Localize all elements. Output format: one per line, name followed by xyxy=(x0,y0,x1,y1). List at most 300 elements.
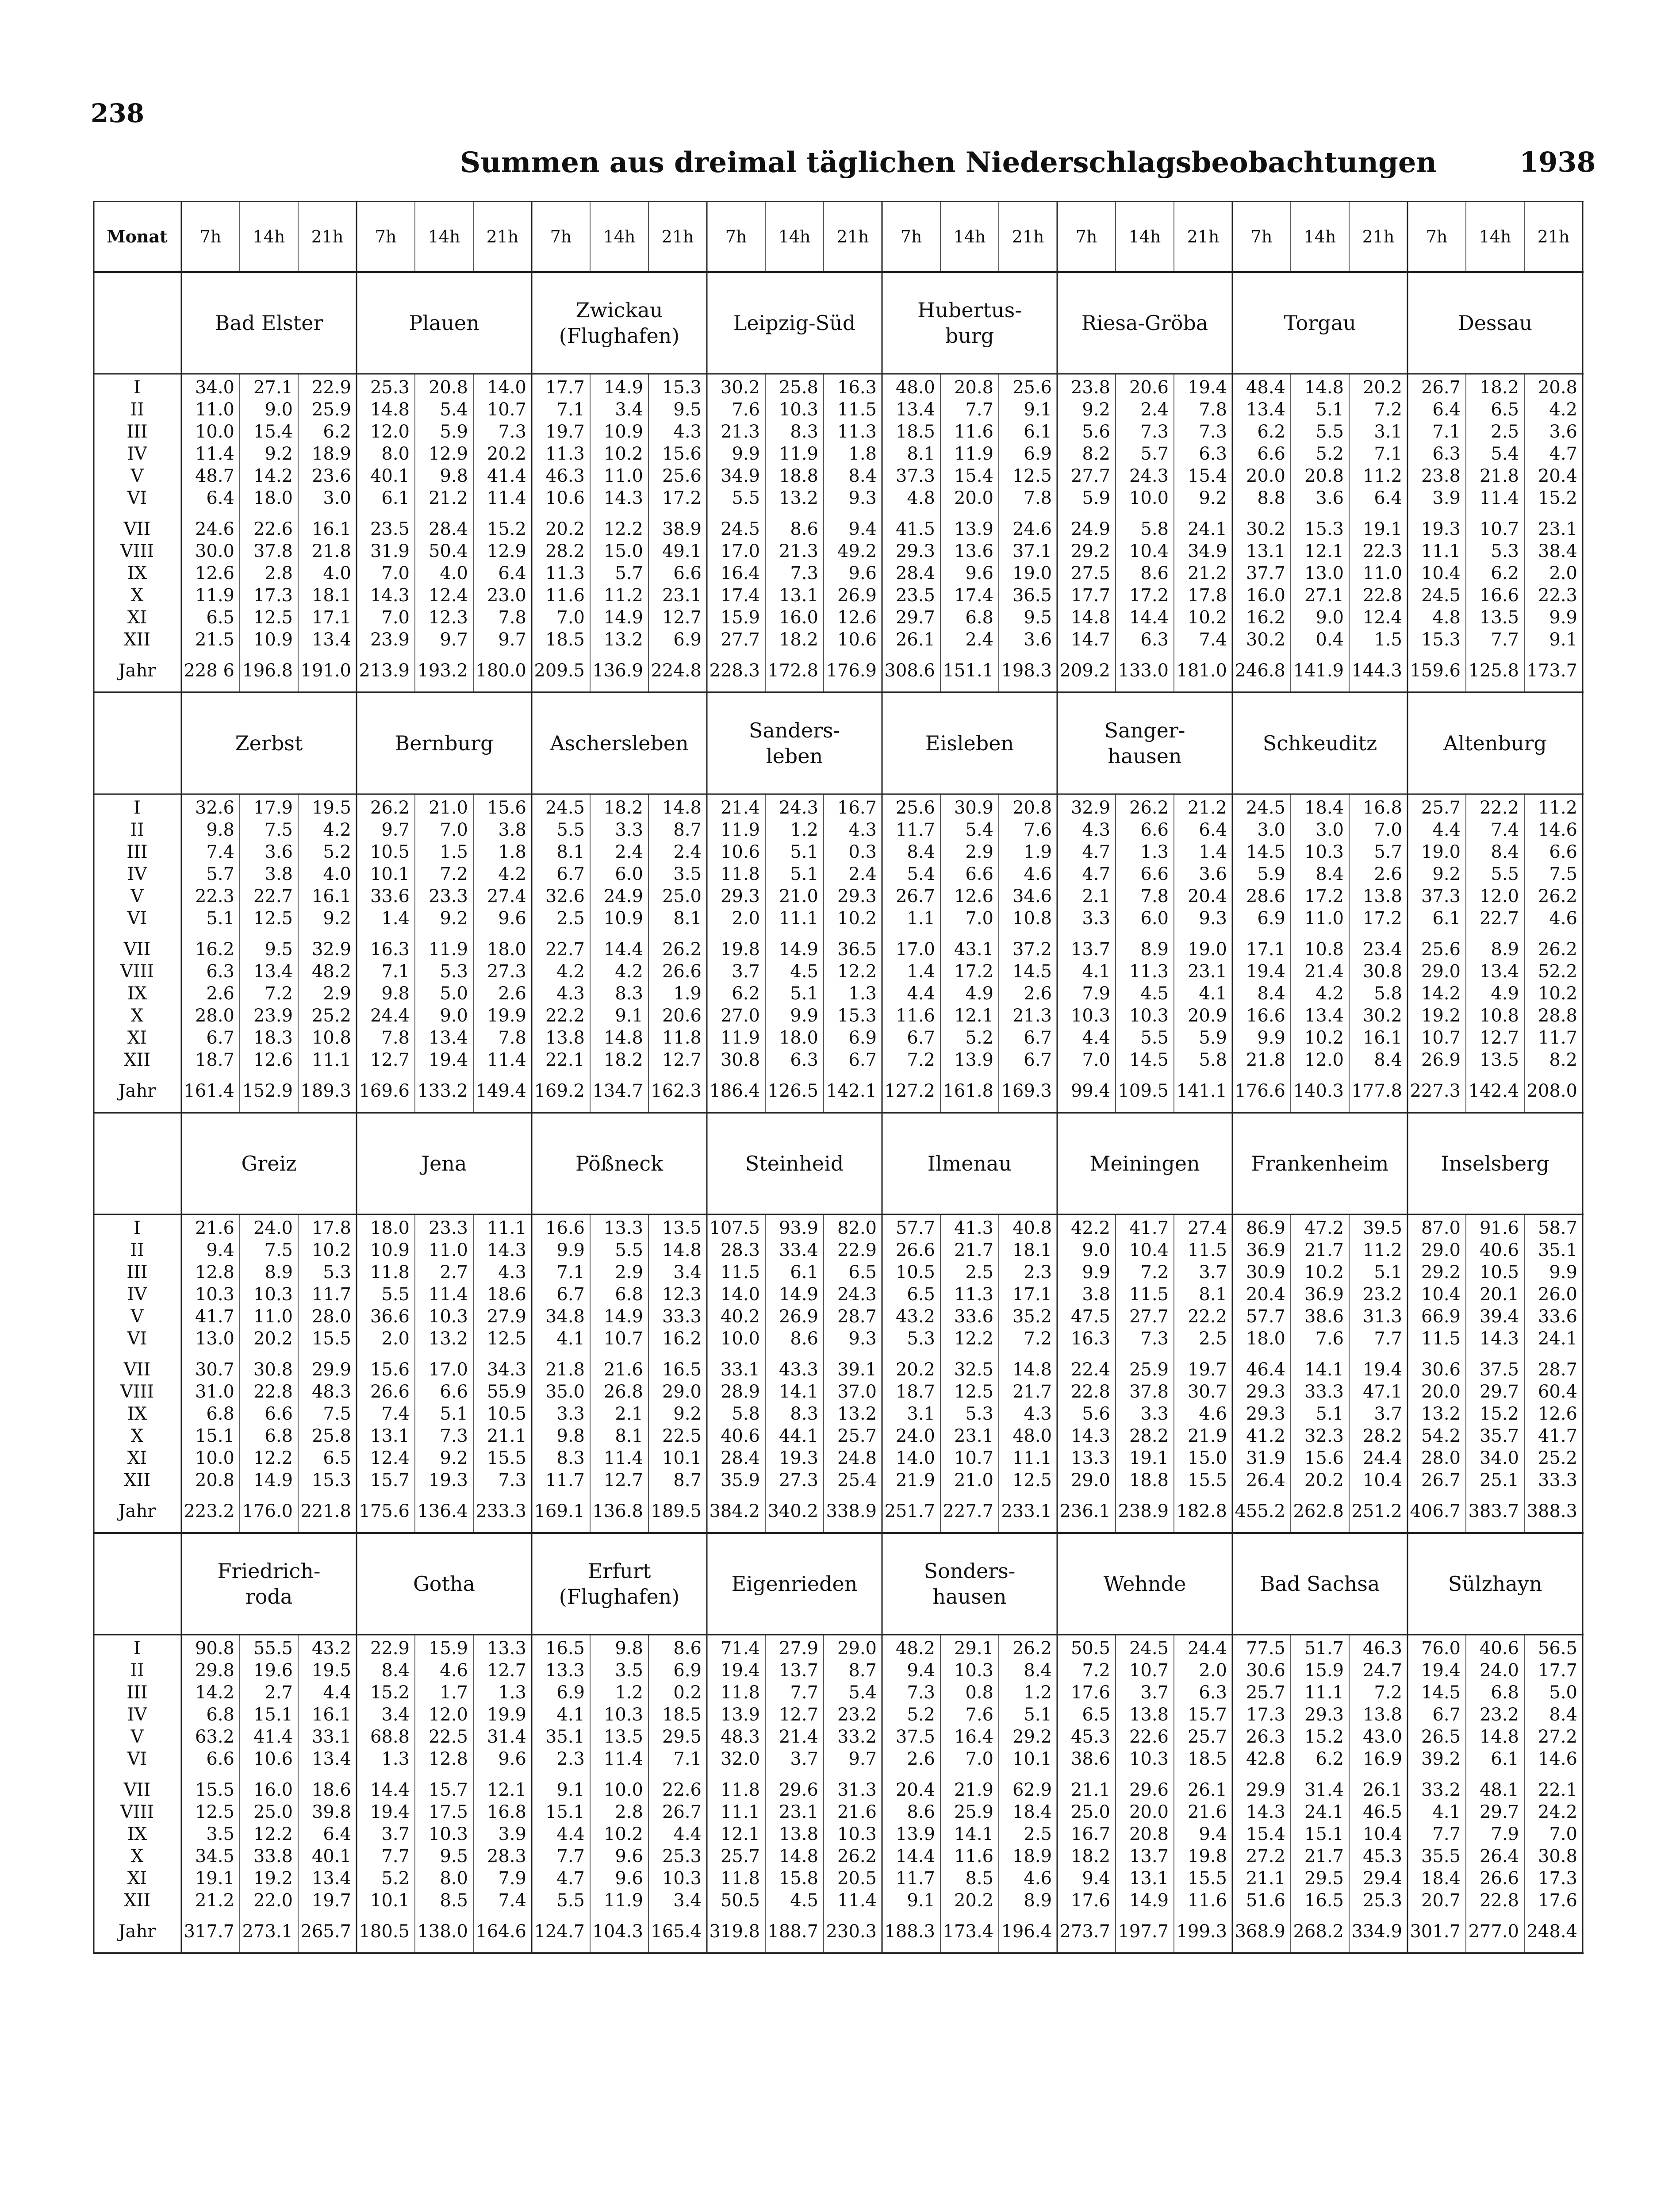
precip-value: 7.8 xyxy=(1199,399,1227,420)
precip-value: 3.7 xyxy=(1140,1682,1169,1703)
year-total-value: 126.5 xyxy=(767,1081,818,1101)
year-total-value: 159.6 xyxy=(1410,661,1461,681)
precip-value: 7.3 xyxy=(790,563,818,584)
precip-value: 17.7 xyxy=(1538,1660,1577,1681)
station-name-line: Eigenrieden xyxy=(731,1572,858,1596)
precip-value: 29.7 xyxy=(1479,1802,1519,1822)
precip-value: 17.6 xyxy=(1070,1682,1110,1703)
precip-value: 20.2 xyxy=(487,444,526,464)
precip-value: 17.2 xyxy=(1362,908,1402,929)
year-total-value: 180.5 xyxy=(359,1921,410,1942)
precip-value: 33.6 xyxy=(1538,1306,1577,1327)
precip-value: 1.3 xyxy=(381,1749,410,1769)
precip-value: 37.2 xyxy=(1012,939,1052,960)
month-label: XI xyxy=(127,607,147,628)
precip-value: 12.1 xyxy=(720,1824,760,1844)
precip-value: 23.3 xyxy=(428,886,468,906)
time-column-header: 21h xyxy=(1362,227,1395,246)
precip-value: 10.8 xyxy=(1479,1006,1519,1026)
year-total-value: 180.0 xyxy=(476,661,526,681)
precip-value: 12.8 xyxy=(428,1749,468,1769)
precip-value: 29.4 xyxy=(1362,1868,1402,1889)
precip-value: 11.2 xyxy=(1362,1240,1402,1260)
precip-value: 13.4 xyxy=(1246,399,1285,420)
year-total-value: 173.4 xyxy=(943,1921,993,1942)
precip-value: 9.8 xyxy=(440,466,468,486)
precip-value: 29.0 xyxy=(662,1382,702,1402)
precip-value: 1.8 xyxy=(498,842,526,862)
precip-value: 26.7 xyxy=(662,1802,702,1822)
year-total-value: 124.7 xyxy=(534,1921,585,1942)
precip-value: 23.5 xyxy=(370,519,410,539)
year-total-value: 169.2 xyxy=(534,1081,585,1101)
precip-value: 11.4 xyxy=(603,1448,643,1468)
precip-value: 21.1 xyxy=(487,1426,526,1446)
precip-value: 10.0 xyxy=(1129,488,1169,508)
precip-value: 23.1 xyxy=(662,585,702,606)
precip-value: 10.5 xyxy=(895,1262,935,1283)
precip-value: 6.2 xyxy=(1491,563,1519,584)
precip-value: 6.7 xyxy=(1024,1028,1052,1048)
precip-value: 9.5 xyxy=(673,399,702,420)
precip-value: 30.2 xyxy=(1246,630,1285,650)
precip-value: 4.6 xyxy=(1549,908,1577,929)
time-column-header: 21h xyxy=(1537,227,1570,246)
station-name-line: Sülzhayn xyxy=(1448,1572,1542,1596)
precip-value: 31.4 xyxy=(1304,1780,1344,1800)
precip-value: 7.3 xyxy=(907,1682,935,1703)
year-total-value: 224.8 xyxy=(651,661,702,681)
precip-value: 14.8 xyxy=(662,1240,702,1260)
precip-value: 3.6 xyxy=(1315,488,1344,508)
page-title: Summen aus dreimal täglichen Niederschlagsbeobachtungen xyxy=(460,146,1437,179)
precip-value: 20.2 xyxy=(895,1359,935,1380)
precip-value: 27.2 xyxy=(1246,1846,1285,1866)
precip-value: 4.9 xyxy=(965,983,993,1004)
station-name-line: Gotha xyxy=(413,1572,475,1596)
precip-value: 9.7 xyxy=(440,630,468,650)
year-total-value: 189.5 xyxy=(651,1501,702,1521)
precip-value: 17.1 xyxy=(311,607,351,628)
precip-value: 6.4 xyxy=(1199,820,1227,840)
precip-value: 11.7 xyxy=(895,1868,935,1889)
precip-value: 1.2 xyxy=(790,820,818,840)
precip-value: 2.9 xyxy=(965,842,993,862)
precip-value: 24.6 xyxy=(195,519,234,539)
precip-value: 13.4 xyxy=(428,1028,468,1048)
precip-value: 20.0 xyxy=(1246,466,1285,486)
precip-value: 2.4 xyxy=(615,842,643,862)
precip-value: 18.9 xyxy=(311,444,351,464)
station-name-line: Zerbst xyxy=(235,731,303,755)
station-name-line: hausen xyxy=(932,1585,1007,1609)
precip-value: 12.5 xyxy=(1012,466,1052,486)
station-name xyxy=(1232,1533,1408,1635)
precip-value: 17.3 xyxy=(1246,1705,1285,1725)
station-name-line: Bad Sachsa xyxy=(1260,1572,1380,1596)
year-total-value: 233.1 xyxy=(1001,1501,1052,1521)
precip-value: 6.6 xyxy=(1257,444,1285,464)
year-total-value: 196.4 xyxy=(1001,1921,1052,1942)
precip-value: 40.1 xyxy=(370,466,410,486)
precip-value: 38.9 xyxy=(662,519,702,539)
precip-value: 26.0 xyxy=(1538,1284,1577,1305)
precip-value: 10.2 xyxy=(603,444,643,464)
precip-value: 6.5 xyxy=(323,1448,351,1468)
precip-value: 11.3 xyxy=(545,444,585,464)
precip-value: 11.0 xyxy=(603,466,643,486)
precip-value: 29.0 xyxy=(1421,1240,1461,1260)
precip-value: 21.0 xyxy=(428,798,468,818)
precip-value: 7.1 xyxy=(673,1749,702,1769)
precip-value: 8.4 xyxy=(1315,864,1344,884)
precip-value: 2.1 xyxy=(615,1404,643,1424)
precip-value: 13.4 xyxy=(253,961,293,982)
precip-value: 29.9 xyxy=(1246,1780,1285,1800)
precip-value: 48.4 xyxy=(1246,377,1285,398)
precip-value: 25.3 xyxy=(370,377,410,398)
month-label: VII xyxy=(123,519,151,539)
year-total-value: 221.8 xyxy=(300,1501,351,1521)
precip-value: 11.9 xyxy=(954,444,993,464)
precip-value: 9.9 xyxy=(790,1006,818,1026)
page-year: 1938 xyxy=(1519,146,1596,178)
precip-value: 20.2 xyxy=(253,1329,293,1349)
precip-value: 14.2 xyxy=(1421,983,1461,1004)
precip-value: 54.2 xyxy=(1421,1426,1461,1446)
precip-value: 9.0 xyxy=(1082,1240,1110,1260)
precip-value: 2.3 xyxy=(556,1749,585,1769)
precip-value: 13.2 xyxy=(837,1404,877,1424)
precip-value: 18.6 xyxy=(311,1780,351,1800)
precip-value: 29.1 xyxy=(954,1638,993,1659)
precip-value: 39.4 xyxy=(1479,1306,1519,1327)
precip-value: 16.8 xyxy=(1362,798,1402,818)
year-total-value: 223.2 xyxy=(184,1501,234,1521)
precip-value: 52.2 xyxy=(1538,961,1577,982)
precip-value: 22.8 xyxy=(253,1382,293,1402)
precip-value: 13.3 xyxy=(1070,1448,1110,1468)
year-total-value: 149.4 xyxy=(476,1081,526,1101)
precip-value: 90.8 xyxy=(195,1638,234,1659)
precip-value: 2.5 xyxy=(1491,422,1519,442)
precip-value: 11.7 xyxy=(311,1284,351,1305)
precip-value: 7.1 xyxy=(381,961,410,982)
month-label: VIII xyxy=(120,541,154,561)
precip-value: 8.9 xyxy=(265,1262,293,1283)
precip-value: 55.9 xyxy=(487,1382,526,1402)
precip-value: 16.2 xyxy=(662,1329,702,1349)
precip-value: 22.3 xyxy=(195,886,234,906)
precip-value: 47.2 xyxy=(1304,1218,1344,1238)
year-total-value: 138.0 xyxy=(417,1921,468,1942)
precip-value: 6.3 xyxy=(1199,444,1227,464)
station-name-line: roda xyxy=(245,1585,293,1609)
precip-value: 16.2 xyxy=(1246,607,1285,628)
precip-value: 9.4 xyxy=(1199,1824,1227,1844)
precip-value: 28.8 xyxy=(1538,1006,1577,1026)
precip-value: 8.7 xyxy=(673,1470,702,1490)
precip-value: 6.9 xyxy=(673,1660,702,1681)
precip-value: 18.0 xyxy=(487,939,526,960)
precip-value: 25.0 xyxy=(253,1802,293,1822)
precip-value: 2.5 xyxy=(965,1262,993,1283)
precip-value: 26.6 xyxy=(370,1382,410,1402)
time-column-header: 14h xyxy=(1128,227,1161,246)
precip-value: 29.0 xyxy=(1421,961,1461,982)
precip-value: 8.2 xyxy=(1549,1050,1577,1070)
precip-value: 27.7 xyxy=(1129,1306,1169,1327)
precip-value: 10.3 xyxy=(837,1824,877,1844)
precip-value: 11.8 xyxy=(720,1780,760,1800)
precip-value: 7.4 xyxy=(206,842,234,862)
year-total-value: 277.0 xyxy=(1468,1921,1519,1942)
year-total-value: 176.0 xyxy=(242,1501,293,1521)
precip-value: 9.5 xyxy=(440,1846,468,1866)
precip-value: 12.7 xyxy=(662,1050,702,1070)
precip-value: 50.5 xyxy=(1070,1638,1110,1659)
precip-value: 39.2 xyxy=(1421,1749,1461,1769)
precip-value: 13.8 xyxy=(1362,1705,1402,1725)
precip-value: 37.7 xyxy=(1246,563,1285,584)
station-name-line: Meiningen xyxy=(1089,1152,1200,1175)
precip-value: 13.5 xyxy=(603,1727,643,1747)
precip-value: 19.8 xyxy=(720,939,760,960)
precip-value: 13.9 xyxy=(954,519,993,539)
precip-value: 21.6 xyxy=(1187,1802,1227,1822)
precip-value: 47.5 xyxy=(1070,1306,1110,1327)
year-total-value: 152.9 xyxy=(242,1081,293,1101)
precip-value: 10.6 xyxy=(545,488,585,508)
precip-value: 24.5 xyxy=(1129,1638,1169,1659)
precip-value: 21.0 xyxy=(954,1470,993,1490)
station-name xyxy=(1408,692,1583,794)
precip-value: 7.0 xyxy=(965,1749,993,1769)
precip-value: 15.3 xyxy=(1304,519,1344,539)
precip-value: 5.1 xyxy=(790,842,818,862)
precip-value: 16.1 xyxy=(1362,1028,1402,1048)
precip-value: 11.5 xyxy=(837,399,877,420)
precip-value: 25.6 xyxy=(1012,377,1052,398)
precip-value: 22.2 xyxy=(545,1006,585,1026)
precip-value: 7.2 xyxy=(1024,1329,1052,1349)
precip-value: 4.4 xyxy=(556,1824,585,1844)
precip-value: 48.3 xyxy=(720,1727,760,1747)
precip-value: 17.0 xyxy=(428,1359,468,1380)
precip-value: 15.6 xyxy=(1304,1448,1344,1468)
precip-value: 12.7 xyxy=(779,1705,818,1725)
precip-value: 3.5 xyxy=(615,1660,643,1681)
year-total-value: 308.6 xyxy=(884,661,935,681)
precip-value: 3.5 xyxy=(673,864,702,884)
precip-value: 3.7 xyxy=(381,1824,410,1844)
precip-value: 21.9 xyxy=(954,1780,993,1800)
precip-value: 34.6 xyxy=(1012,886,1052,906)
precip-value: 7.3 xyxy=(498,1470,526,1490)
precip-value: 11.8 xyxy=(662,1028,702,1048)
precip-value: 28.6 xyxy=(1246,886,1285,906)
year-total-value: 340.2 xyxy=(767,1501,818,1521)
precip-value: 10.6 xyxy=(837,630,877,650)
precip-value: 25.8 xyxy=(779,377,818,398)
precip-value: 9.6 xyxy=(615,1846,643,1866)
precip-value: 11.2 xyxy=(1538,798,1577,818)
precip-value: 23.2 xyxy=(1362,1284,1402,1305)
precip-value: 27.9 xyxy=(779,1638,818,1659)
precip-value: 7.5 xyxy=(1549,864,1577,884)
precip-value: 6.7 xyxy=(907,1028,935,1048)
precip-value: 4.6 xyxy=(440,1660,468,1681)
year-total-value: 262.8 xyxy=(1293,1501,1344,1521)
precip-value: 15.4 xyxy=(253,422,293,442)
precip-value: 7.3 xyxy=(498,422,526,442)
precip-value: 3.7 xyxy=(1374,1404,1402,1424)
precip-value: 4.8 xyxy=(1432,607,1461,628)
precip-value: 27.7 xyxy=(1070,466,1110,486)
station-name-line: Ilmenau xyxy=(927,1152,1012,1175)
precip-value: 24.3 xyxy=(837,1284,877,1305)
precip-value: 7.6 xyxy=(1024,820,1052,840)
precip-value: 8.5 xyxy=(440,1890,468,1911)
precip-value: 17.5 xyxy=(428,1802,468,1822)
time-column-header: 7h xyxy=(1426,227,1448,246)
precip-value: 6.5 xyxy=(907,1284,935,1305)
precip-value: 9.9 xyxy=(1549,607,1577,628)
precip-value: 18.5 xyxy=(1187,1749,1227,1769)
precip-value: 10.7 xyxy=(603,1329,643,1349)
precip-value: 14.8 xyxy=(1479,1727,1519,1747)
precip-value: 21.8 xyxy=(1479,466,1519,486)
precip-value: 4.3 xyxy=(1082,820,1110,840)
year-total-value: 198.3 xyxy=(1001,661,1052,681)
precip-value: 11.4 xyxy=(487,488,526,508)
precip-value: 7.9 xyxy=(1491,1824,1519,1844)
precip-value: 9.2 xyxy=(440,908,468,929)
station-name xyxy=(882,1533,1057,1635)
year-total-value: 384.2 xyxy=(709,1501,760,1521)
precip-value: 29.3 xyxy=(720,886,760,906)
precip-value: 23.1 xyxy=(1538,519,1577,539)
precip-value: 12.5 xyxy=(1012,1470,1052,1490)
precip-value: 13.1 xyxy=(1129,1868,1169,1889)
precip-value: 35.1 xyxy=(545,1727,585,1747)
precip-value: 7.0 xyxy=(381,607,410,628)
station-name-line: Leipzig-Süd xyxy=(733,311,856,335)
precip-value: 18.5 xyxy=(662,1705,702,1725)
precip-value: 48.7 xyxy=(195,466,234,486)
precip-value: 9.2 xyxy=(323,908,351,929)
precip-value: 9.6 xyxy=(498,908,526,929)
precip-value: 3.4 xyxy=(673,1262,702,1283)
precip-value: 5.3 xyxy=(440,961,468,982)
precip-value: 13.5 xyxy=(1479,607,1519,628)
precip-value: 2.6 xyxy=(498,983,526,1004)
precip-value: 10.1 xyxy=(370,864,410,884)
precip-value: 14.6 xyxy=(1538,820,1577,840)
precip-value: 40.8 xyxy=(1012,1218,1052,1238)
precip-value: 11.1 xyxy=(311,1050,351,1070)
precip-value: 17.4 xyxy=(720,585,760,606)
precip-value: 5.2 xyxy=(907,1705,935,1725)
precip-value: 6.0 xyxy=(1140,908,1169,929)
month-label: V xyxy=(130,466,144,486)
month-label: X xyxy=(130,1846,144,1866)
precip-value: 22.6 xyxy=(1129,1727,1169,1747)
station-name xyxy=(532,1533,707,1635)
precip-value: 15.6 xyxy=(662,444,702,464)
precip-value: 4.3 xyxy=(848,820,877,840)
precip-value: 6.1 xyxy=(1024,422,1052,442)
precip-value: 13.1 xyxy=(779,585,818,606)
precip-value: 12.7 xyxy=(487,1660,526,1681)
precip-value: 20.4 xyxy=(1538,466,1577,486)
precip-value: 14.9 xyxy=(603,607,643,628)
precip-value: 24.4 xyxy=(1362,1448,1402,1468)
precip-value: 10.7 xyxy=(1129,1660,1169,1681)
station-name-line: Schkeuditz xyxy=(1262,731,1377,755)
precip-value: 17.3 xyxy=(253,585,293,606)
precip-value: 9.1 xyxy=(1549,630,1577,650)
precip-value: 21.2 xyxy=(428,488,468,508)
precip-value: 15.7 xyxy=(1187,1705,1227,1725)
precip-value: 4.7 xyxy=(1549,444,1577,464)
station-name xyxy=(1057,1113,1232,1214)
precip-value: 1.3 xyxy=(498,1682,526,1703)
precip-value: 8.1 xyxy=(907,444,935,464)
precip-value: 12.0 xyxy=(1479,886,1519,906)
precip-value: 43.2 xyxy=(311,1638,351,1659)
year-total-label: Jahr xyxy=(118,1081,156,1101)
station-name-line: burg xyxy=(945,324,994,348)
precip-value: 13.7 xyxy=(779,1660,818,1681)
precip-value: 19.3 xyxy=(779,1448,818,1468)
month-label: IX xyxy=(127,1404,147,1424)
precip-value: 26.7 xyxy=(1421,377,1461,398)
precip-value: 18.0 xyxy=(253,488,293,508)
precip-value: 7.2 xyxy=(1374,399,1402,420)
station-name-line: Inselsberg xyxy=(1441,1152,1549,1175)
precip-value: 13.1 xyxy=(1246,541,1285,561)
precip-value: 29.9 xyxy=(311,1359,351,1380)
precip-value: 10.3 xyxy=(954,1660,993,1681)
precip-value: 14.8 xyxy=(370,399,410,420)
precip-value: 5.3 xyxy=(965,1404,993,1424)
precip-value: 2.4 xyxy=(965,630,993,650)
precip-value: 7.8 xyxy=(498,1028,526,1048)
precip-value: 23.4 xyxy=(1362,939,1402,960)
precip-value: 27.4 xyxy=(487,886,526,906)
precip-value: 24.0 xyxy=(895,1426,935,1446)
precip-value: 4.2 xyxy=(323,820,351,840)
precip-value: 1.2 xyxy=(1024,1682,1052,1703)
precip-value: 11.6 xyxy=(1187,1890,1227,1911)
precip-value: 18.3 xyxy=(253,1028,293,1048)
year-total-value: 177.8 xyxy=(1351,1081,1402,1101)
station-name-line: Sonders- xyxy=(924,1559,1016,1583)
precip-value: 6.2 xyxy=(1257,422,1285,442)
precip-value: 3.0 xyxy=(323,488,351,508)
precip-value: 22.7 xyxy=(545,939,585,960)
precip-value: 10.2 xyxy=(1304,1028,1344,1048)
precip-value: 24.0 xyxy=(1479,1660,1519,1681)
precip-value: 21.7 xyxy=(1304,1240,1344,1260)
precip-value: 20.8 xyxy=(1129,1824,1169,1844)
precip-value: 46.3 xyxy=(545,466,585,486)
year-total-value: 228.3 xyxy=(709,661,760,681)
precip-value: 7.5 xyxy=(323,1404,351,1424)
precip-value: 7.7 xyxy=(381,1846,410,1866)
precip-value: 11.2 xyxy=(1362,466,1402,486)
